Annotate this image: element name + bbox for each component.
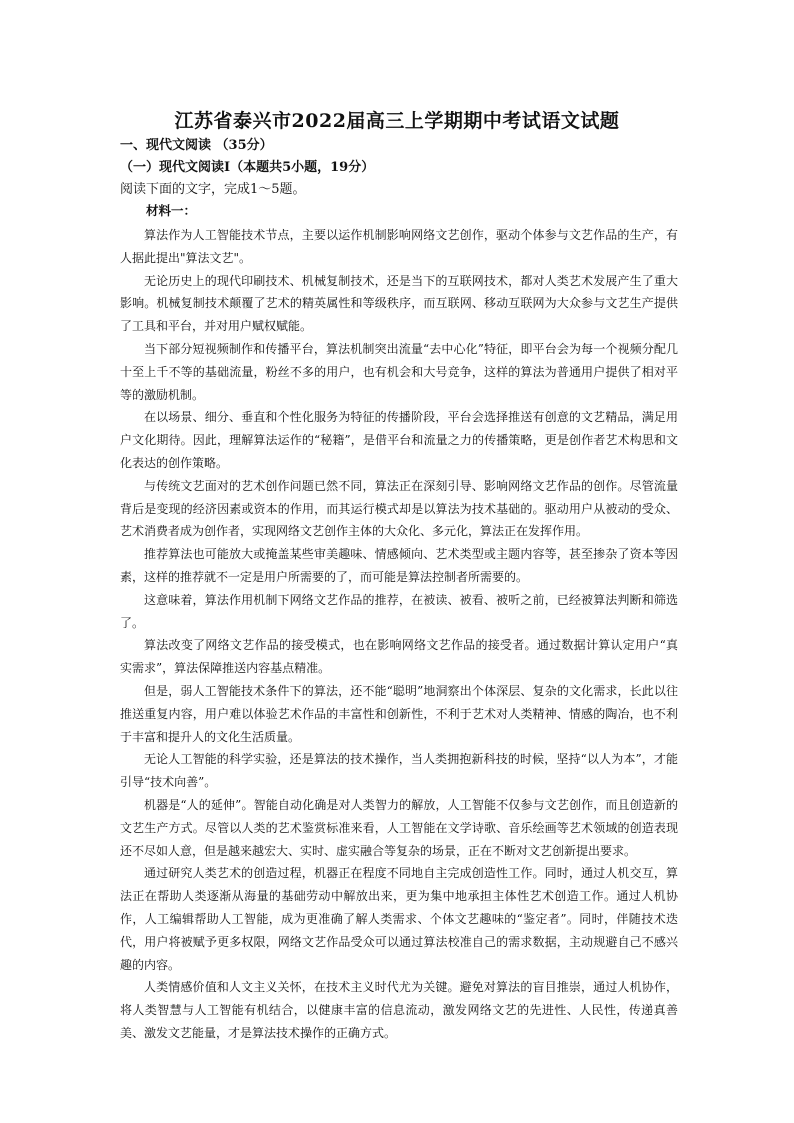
paragraph: 人类情感价值和人文主义关怀，在技术主义时代尤为关键。避免对算法的盲目推崇，通过人机协作，将人类智慧与人工智能有机结合，以健康丰富的信息流动，激发网络文艺的先进性、人民性，传递真善美、激发文艺能量，才是算法技术操作的正确方式。 <box>120 980 678 1040</box>
paragraph: 无论历史上的现代印刷技术、机械复制技术，还是当下的互联网技术，都对人类艺术发展产生了重大影响。机械复制技术颠覆了艺术的精英属性和等级秩序，而互联网、移动互联网为大众参与文艺生产提供了工具和平台，并对用户赋权赋能。 <box>120 273 678 334</box>
paragraph: 无论人工智能的科学实验，还是算法的技术操作，当人类拥抱新科技的时候，坚持“以人为本”，才能引导“技术向善”。 <box>120 752 678 790</box>
paragraph: 算法作为人工智能技术节点，主要以运作机制影响网络文艺创作，驱动个体参与文艺作品的生产，有人据此提出"算法文艺"。 <box>120 228 678 265</box>
instruction-text: 阅读下面的文字，完成1～5题。 <box>120 182 306 197</box>
paragraph: 算法改变了网络文艺作品的接受模式，也在影响网络文艺作品的接受者。通过数据计算认定用户“真实需求”，算法保障推送内容基点精准。 <box>120 638 678 676</box>
paragraph: 通过研究人类艺术的创造过程，机器正在程度不同地自主完成创造性工作。同时，通过人机交互，算法正在帮助人类逐渐从海量的基础劳动中解放出来，更为集中地承担主体性艺术创造工作。通过人机协作，人工编辑帮助人工智能，成为更准确了解人类需求、个体文艺趣味的“鉴定者”。同时，伴随技术迭代，用户将被赋予更多权限，网络文艺作品受众可以通过算法校准自己的需求数据，主动规避自己不感兴趣的内容。 <box>120 866 678 972</box>
document-title: 江苏省泰兴市2022届高三上学期期中考试语文试题 <box>174 110 620 132</box>
paragraph: 推荐算法也可能放大或掩盖某些审美趣味、情感倾向、艺术类型或主题内容等，甚至掺杂了资本等因素，这样的推荐就不一定是用户所需要的了，而可能是算法控制者所需要的。 <box>120 547 678 584</box>
paragraph: 这意味着，算法作用机制下网络文艺作品的推荐，在被读、被看、被听之前，已经被算法判断和筛选了。 <box>120 592 678 630</box>
passage-body <box>120 224 678 1045</box>
section-heading: 一、现代文阅读 （35分） <box>120 138 273 153</box>
paragraph: 当下部分短视频制作和传播平台，算法机制突出流量“去中心化”特征，即平台会为每一个视频分配几十至上千不等的基础流量，粉丝不多的用户，也有机会和大号竞争，这样的算法为普通用户提供了相对平等的激励机制。 <box>120 341 678 402</box>
paragraph: 机器是“人的延伸”。智能自动化确是对人类智力的解放，人工智能不仅参与文艺创作，而且创造新的文艺生产方式。尽管以人类的艺术鉴赏标准来看，人工智能在文学诗歌、音乐绘画等艺术领域的创造表现还不尽如人意，但是越来越宏大、实时、虚实融合等复杂的场景，正在不断对文艺创新提出要求。 <box>120 797 678 858</box>
paragraph: 与传统文艺面对的艺术创作问题已然不同，算法正在深刻引导、影响网络文艺作品的创作。尽管流量背后是变现的经济因素或资本的作用，而其运行模式却是以算法为技术基础的。驱动用户从被动的受众、艺术消费者成为创作者，实现网络文艺创作主体的大众化、多元化，算法正在发挥作用。 <box>120 478 678 539</box>
subsection-heading: （一）现代文阅读Ⅰ（本题共5小题，19分） <box>120 160 375 175</box>
material-label: 材料一： <box>146 203 197 218</box>
paragraph: 但是，弱人工智能技术条件下的算法，还不能“聪明”地洞察出个体深层、复杂的文化需求，长此以往推送重复内容，用户难以体验艺术作品的丰富性和创新性，不利于艺术对人类精神、情感的陶冶，也不利于丰富和提升人的文化生活质量。 <box>120 683 678 744</box>
paragraph: 在以场景、细分、垂直和个性化服务为特征的传播阶段，平台会选择推送有创意的文艺精品，满足用户文化期待。因此，理解算法运作的“秘籍”，是借平台和流量之力的传播策略，更是创作者艺术构思和文化表达的创作策略。 <box>120 410 678 470</box>
